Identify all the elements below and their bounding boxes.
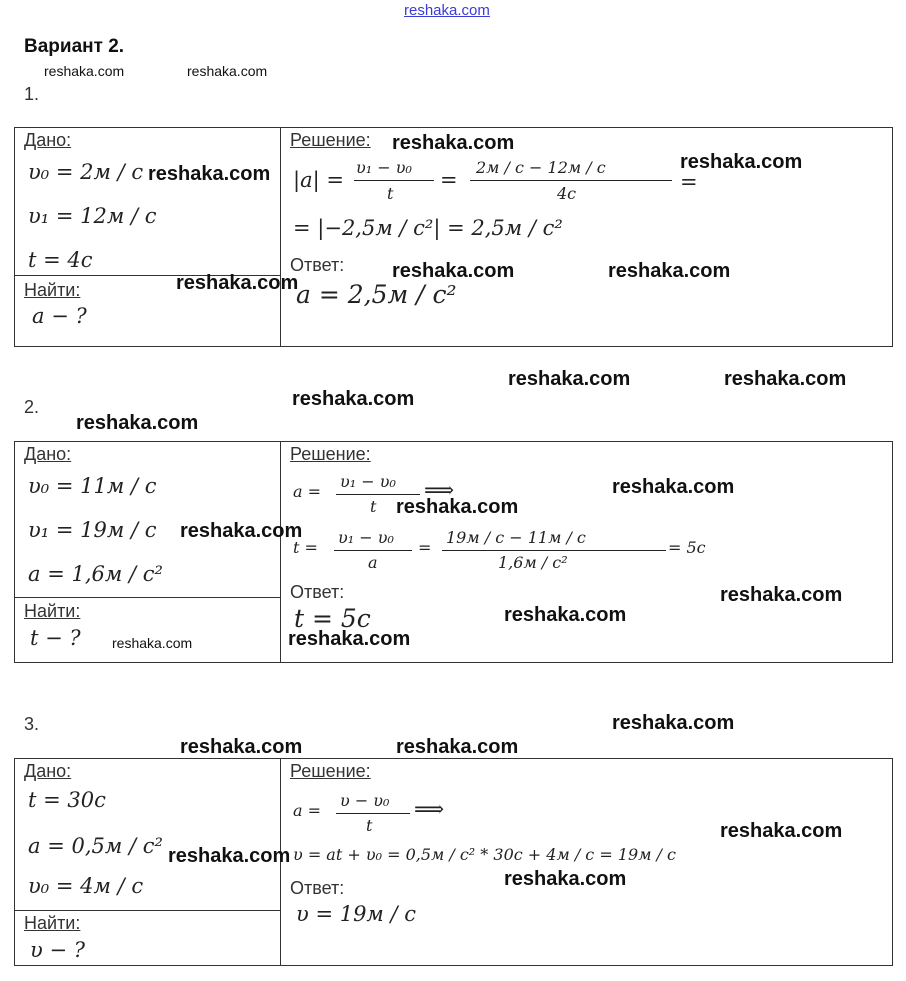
implies-arrow: ⟹ (414, 797, 445, 821)
implies-arrow: ⟹ (424, 478, 455, 502)
given-value: υ₀ = 4м / с (28, 874, 144, 898)
table-divider (14, 910, 281, 911)
given-value: υ₀ = 2м / с (28, 160, 144, 184)
find-value: υ − ? (30, 938, 85, 962)
watermark: reshaka.com (612, 712, 735, 734)
watermark: reshaka.com (180, 736, 303, 758)
given-label: Дано: (24, 444, 72, 464)
given-value: a = 0,5м / с² (28, 834, 163, 858)
watermark: reshaka.com (292, 388, 415, 410)
answer-label: Ответ: (290, 255, 345, 275)
watermark: reshaka.com (508, 368, 631, 390)
watermark: reshaka.com (396, 736, 519, 758)
solution-label: Решение: (290, 130, 371, 150)
fraction-bar (354, 180, 434, 181)
watermark: reshaka.com (187, 63, 268, 79)
solution-label: Решение: (290, 444, 371, 464)
given-value: υ₁ = 12м / с (28, 204, 157, 228)
given-value: t = 4с (28, 248, 93, 272)
formula-result: = 5с (668, 538, 706, 557)
given-value: t = 30с (28, 788, 106, 812)
watermark: reshaka.com (148, 163, 271, 185)
problem-number: 1. (24, 84, 40, 104)
fraction-denominator: t (370, 497, 377, 516)
fraction-numerator: 19м / с − 11м / с (446, 528, 586, 547)
fraction-numerator: υ₁ − υ₀ (340, 472, 396, 491)
site-link[interactable]: reshaka.com (404, 2, 490, 19)
equals-sign: = (418, 538, 432, 557)
watermark: reshaka.com (724, 368, 847, 390)
answer-value: υ = 19м / с (296, 902, 417, 926)
watermark: reshaka.com (176, 272, 299, 294)
table-divider (280, 127, 281, 346)
page-title: Вариант 2. (24, 36, 125, 57)
given-label: Дано: (24, 761, 72, 781)
fraction-numerator: υ₁ − υ₀ (338, 528, 394, 547)
given-value: a = 1,6м / с² (28, 562, 163, 586)
fraction-numerator: υ − υ₀ (340, 791, 390, 810)
given-label: Дано: (24, 130, 72, 150)
find-label: Найти: (24, 280, 81, 300)
fraction-bar (442, 550, 666, 551)
watermark: reshaka.com (44, 63, 125, 79)
given-value: υ₁ = 19м / с (28, 518, 157, 542)
given-value: υ₀ = 11м / с (28, 474, 157, 498)
fraction-denominator: 4с (557, 184, 577, 203)
find-label: Найти: (24, 913, 81, 933)
watermark: reshaka.com (720, 820, 843, 842)
table-divider (280, 441, 281, 662)
watermark: reshaka.com (612, 476, 735, 498)
watermark: reshaka.com (168, 845, 291, 867)
watermark: reshaka.com (288, 628, 411, 650)
fraction-numerator: υ₁ − υ₀ (356, 158, 412, 177)
formula-line: υ = at + υ₀ = 0,5м / с² * 30с + 4м / с = 19м / с (293, 845, 676, 864)
fraction-bar (334, 550, 412, 551)
fraction-bar (336, 494, 420, 495)
watermark: reshaka.com (396, 496, 519, 518)
watermark: reshaka.com (392, 260, 515, 282)
watermark: reshaka.com (680, 151, 803, 173)
answer-label: Ответ: (290, 878, 345, 898)
fraction-denominator: 1,6м / с² (498, 553, 568, 572)
watermark: reshaka.com (180, 520, 303, 542)
watermark: reshaka.com (504, 604, 627, 626)
find-value: t − ? (30, 626, 81, 650)
answer-label: Ответ: (290, 582, 345, 602)
watermark: reshaka.com (76, 412, 199, 434)
watermark: reshaka.com (392, 132, 515, 154)
formula-lhs: a = (293, 801, 322, 820)
watermark: reshaka.com (504, 868, 627, 890)
formula-lhs: |a| = (293, 168, 344, 192)
fraction-denominator: t (387, 184, 394, 203)
fraction-numerator: 2м / с − 12м / с (476, 158, 606, 177)
formula-lhs: a = (293, 482, 322, 501)
formula-line: = |−2,5м / с²| = 2,5м / с² (293, 216, 563, 240)
formula-lhs: t = (293, 538, 318, 557)
answer-value: t = 5с (294, 604, 371, 633)
equals-sign: = (440, 168, 458, 192)
solution-label: Решение: (290, 761, 371, 781)
find-label: Найти: (24, 601, 81, 621)
watermark: reshaka.com (608, 260, 731, 282)
watermark: reshaka.com (112, 635, 193, 651)
fraction-denominator: a (368, 553, 378, 572)
answer-value: a = 2,5м / с² (296, 280, 457, 309)
watermark: reshaka.com (720, 584, 843, 606)
find-value: a − ? (32, 304, 87, 328)
fraction-bar (336, 813, 410, 814)
table-divider (14, 597, 281, 598)
equals-sign: = (680, 170, 698, 194)
fraction-denominator: t (366, 816, 373, 835)
problem-number: 3. (24, 714, 40, 734)
fraction-bar (470, 180, 672, 181)
problem-number: 2. (24, 397, 40, 417)
